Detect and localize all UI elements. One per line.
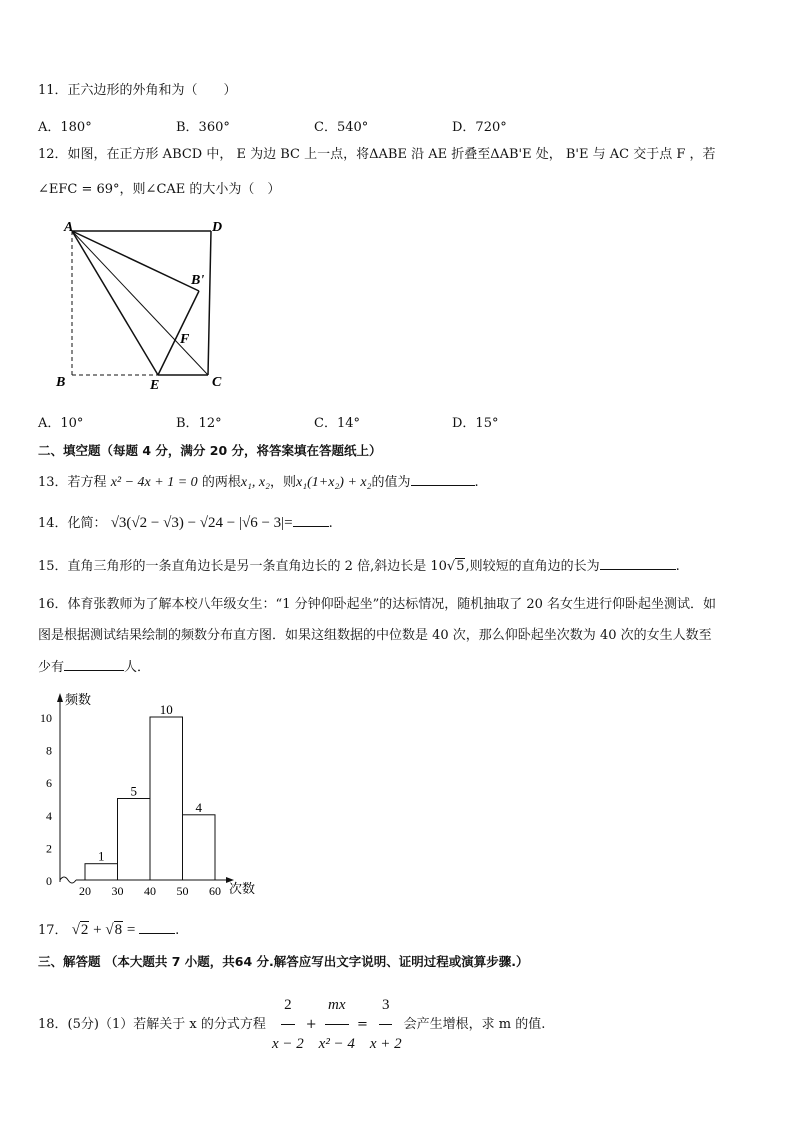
q17-radicand-b: 8 bbox=[114, 922, 123, 938]
fraction-3 bbox=[370, 986, 402, 1063]
q16-text: 少有 bbox=[38, 660, 65, 675]
q16-line2: 图是根据测试结果绘制的频数分布直方图．如果这组数据的中位数是 40 次，那么仰卧起坐次数为 40 次的女生人数至 bbox=[38, 628, 712, 643]
answer-blank[interactable] bbox=[139, 921, 175, 934]
denominator: x² − 4 bbox=[318, 1036, 355, 1052]
y-axis-label: 频数 bbox=[65, 692, 92, 707]
q13-text: 若方程 bbox=[67, 475, 107, 490]
q12-stem-line1: 12．如图，在正方形 ABCD 中， E 为边 BC 上一点，将ΔABE 沿 AE 折叠至ΔAB'E 处， B'E 与 AC 交于点 F ，若 bbox=[38, 147, 716, 162]
q14-end: . bbox=[328, 516, 333, 531]
q17-radicand-a: 2 bbox=[80, 922, 89, 938]
q16-line1: 16．体育张教师为了解本校八年级女生：“1 分钟仰卧起坐”的达标情况，随机抽取了 20 名女生进行仰卧起坐测试．如 bbox=[38, 597, 717, 612]
y-axis-arrow-icon bbox=[57, 693, 63, 702]
y-tick-label: 8 bbox=[46, 743, 52, 758]
q15-text: ,则较短的直角边的长为 bbox=[465, 559, 600, 574]
q13-text: 的值为 bbox=[371, 475, 411, 490]
q12-option-b: B．12° bbox=[176, 416, 222, 431]
q12-option-c: C．14° bbox=[314, 416, 360, 431]
q11-option-a: A．180° bbox=[38, 120, 92, 135]
x-axis-label: 次数 bbox=[229, 881, 256, 896]
frequency-histogram bbox=[0, 0, 300, 910]
x-tick-label: 50 bbox=[176, 884, 189, 898]
q13-text: ，则 bbox=[270, 475, 297, 490]
q15-text: 15．直角三角形的一条直角边长是另一条直角边长的 2 倍,斜边长是 10 bbox=[38, 559, 447, 574]
q11-option-c: C．540° bbox=[314, 120, 369, 135]
fraction-1 bbox=[272, 986, 304, 1063]
x-tick-label: 20 bbox=[79, 884, 91, 898]
q14-expression: √3(√2 − √3) − √24 − |√6 − 3|= bbox=[110, 515, 293, 531]
numerator: mx bbox=[325, 986, 349, 1025]
fraction-2 bbox=[319, 986, 355, 1063]
q13-text: 的两根 bbox=[201, 475, 241, 490]
x-tick-label: 60 bbox=[209, 884, 221, 898]
label-d: D bbox=[212, 220, 223, 235]
q12-option-a: A．10° bbox=[38, 416, 84, 431]
histogram-bar bbox=[183, 815, 216, 880]
y-tick-label: 10 bbox=[40, 711, 52, 725]
section-3-heading: 三、解答题 （本大题共 7 小题，共64 分.解答应写出文字说明、证明过程或演算步骤.） bbox=[38, 954, 529, 969]
q13-equation: x² − 4x + 1 = 0 bbox=[110, 475, 198, 490]
answer-blank[interactable] bbox=[600, 557, 676, 570]
answer-blank[interactable] bbox=[411, 473, 475, 486]
q18-text: 18．(5分)（1）若解关于 x 的分式方程 bbox=[38, 1017, 266, 1032]
x-tick-label: 30 bbox=[111, 884, 124, 898]
q16-text: 人． bbox=[124, 660, 151, 675]
section-2-heading: 二、填空题（每题 4 分，满分 20 分，将答案填在答题纸上） bbox=[38, 443, 382, 458]
q17-number: 17． bbox=[38, 923, 68, 938]
q18-text: 会产生增根，求 m 的值. bbox=[403, 1017, 546, 1032]
y-tick-label: 2 bbox=[46, 841, 52, 856]
numerator: 3 bbox=[379, 986, 393, 1025]
axis-break-icon bbox=[60, 877, 76, 883]
q11-stem: 11．正六边形的外角和为（ ） bbox=[38, 83, 237, 98]
q15-sqrt-value: 5 bbox=[456, 559, 465, 574]
q15-end: . bbox=[675, 559, 680, 574]
q13-number: 13． bbox=[38, 475, 68, 490]
histogram-bar bbox=[118, 799, 151, 881]
denominator: x + 2 bbox=[369, 1036, 402, 1052]
q14-number: 14．化简： bbox=[38, 516, 107, 531]
y-tick-label: 0 bbox=[46, 874, 52, 888]
q13-end: . bbox=[474, 475, 479, 490]
bar-value-label: 5 bbox=[130, 783, 137, 799]
label-a: A bbox=[64, 220, 74, 235]
denominator: x − 2 bbox=[271, 1036, 304, 1052]
label-e: E bbox=[150, 378, 160, 393]
label-b-prime: B' bbox=[191, 273, 205, 288]
bar-value-label: 10 bbox=[159, 702, 173, 717]
label-b: B bbox=[56, 375, 66, 390]
histogram-bar bbox=[85, 864, 118, 880]
q12-stem-line2: ∠EFC = 69°，则∠CAE 的大小为（ ） bbox=[38, 182, 281, 197]
label-c: C bbox=[212, 375, 222, 390]
y-tick-label: 4 bbox=[46, 808, 52, 823]
q13-roots: x₁, x₂ bbox=[240, 475, 270, 490]
q12-option-d: D．15° bbox=[452, 416, 499, 431]
bar-value-label: 4 bbox=[195, 799, 202, 815]
bar-value-label: 1 bbox=[98, 848, 105, 864]
q17: 17． √2 + √8 = . bbox=[38, 922, 180, 938]
q13-expression: x₁(1+x₂) + x₂ bbox=[296, 475, 372, 490]
q15: 15．直角三角形的一条直角边长是另一条直角边长的 2 倍,斜边长是 10√5,则较短的直角边的长为 . bbox=[38, 559, 680, 574]
numerator: 2 bbox=[281, 986, 295, 1025]
q17-end: . bbox=[175, 923, 180, 938]
q11-option-d: D．720° bbox=[452, 120, 507, 135]
q18: 18．(5分)（1）若解关于 x 的分式方程 $\frac{2}{x - 2}$ + $\frac{mx}{\text{x² − 4}}$ = $\frac{3}{x + 2}$ 会产生增根，求 m 的值. bbox=[38, 986, 545, 1063]
y-tick-label: 6 bbox=[46, 776, 52, 791]
q11-option-b: B．360° bbox=[176, 120, 230, 135]
histogram-bar bbox=[150, 717, 183, 880]
label-f: F bbox=[180, 332, 190, 347]
x-tick-label: 40 bbox=[144, 884, 156, 898]
